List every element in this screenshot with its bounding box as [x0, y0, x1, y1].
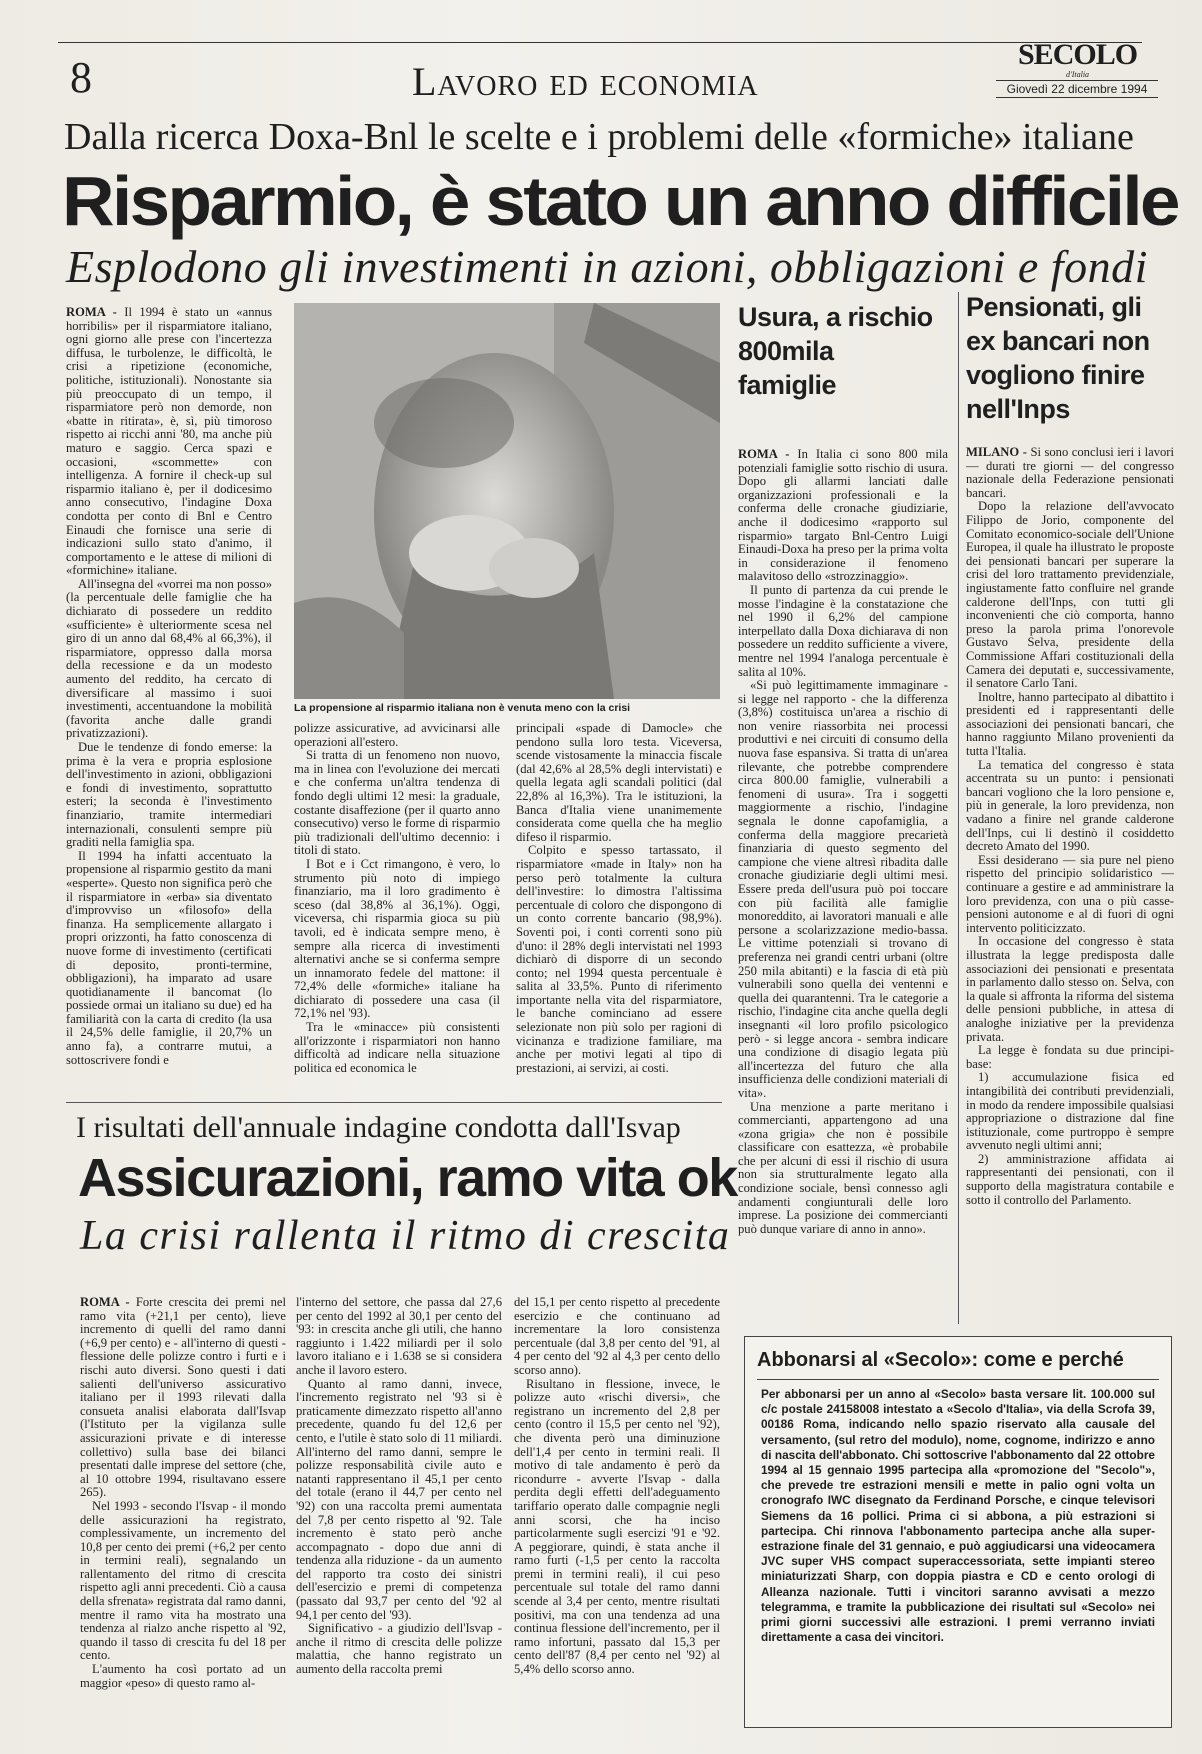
usura-paragraph: Una menzione a parte meritano i commercianti, appartengono ad una «zona grigia» che non è possibile classificare con esattezza, «è probabile che per alcuni di essi il rischio di usura non sia strutturalmente legato alla condizione sociale, bensì connesso agli andamenti congiunturali delle loro imprese. La posizione dei commercianti può dunque variare di anno in anno». — [738, 1099, 948, 1236]
lead-paragraph: Il 1994 è stato un «annus horribilis» per il risparmiatore italiano, ogni giorno alle prese con l'incertezza diffusa, le turbolenze, le difficoltà, le crisi a ripetizione (economiche, politiche, istituzionali). Nonostante sia più preoccupato di un tempo, il risparmiatore però non demorde, non «batte in ritirata», è, sì, più timoroso rispetto ai ricchi anni '80, ma anche più maturo e saggio. Cerca spazi e occasioni, «scommette» con intelligenza. A fornire il check-up sul risparmio italiano è, per il dodicesimo anno consecutivo, l'indagine Doxa condotta per conto di Bnl e Centro Einaudi che fornisce una serie di indicazioni sullo stato d'animo, il comportamento e le attese di milioni di «formichine» italiane. — [66, 306, 272, 578]
page-number: 8 — [70, 53, 92, 102]
pensionati-paragraph: La tematica del congresso è stata accentrata su un punto: i pensionati bancari vogliono che la loro pensione e, più in generale, la loro previdenza, non vadano a finire nel grande calderone dell'Inps, cui li destinò il cosiddetto decreto Amato del 1990. — [966, 757, 1174, 854]
lead-headline: Risparmio, è stato un anno difficile — [62, 162, 1178, 240]
isvap-paragraph: Nel 1993 - secondo l'Isvap - il mondo delle assicurazioni ha registrato, complessivamente, un incremento del 10,8 per cento dei premi (+6,2 per cento in termini reali), segnalando un rallentamento del ritmo di crescita rispetto agli anni precedenti. Ciò a causa della sfrenata» registrata dal ramo danni, mentre il ramo vita ha mostrato una tendenza al rialzo anche rispetto al '92, quando il tasso di crescita fu del 18 per cento. — [80, 1498, 286, 1663]
isvap-paragraph: Risultano in flessione, invece, le polizze auto «rischi diversi», che registrano un incremento del 2,8 per cento (contro il 15,5 per cento nel '92), che diventa però una diminuzione dell'1,4 per cento in termini reali. Il motivo di tale andamento è però da ricondurre - avverte l'Isvap - dalla perdita degli effetti dell'adeguamento tariffario operato dalle compagnie negli anni scorsi, che ha inciso particolarmente sugli esercizi '91 e '92. A peggiorare, quindi, è stata anche il ramo furti (-1,5 per cento la raccolta premi in termini reali), il cui peso percentuale sul totale del ramo danni scende al 3,4 per cento, mentre risultati positivi, ma con una tendenza ad una continua flessione dell'incremento, per il ramo infortuni, passato dal 15,3 per cento dell'87 (8,4 per cento nel '92) al 5,4% dello scorso anno. — [514, 1376, 720, 1677]
pensionati-paragraph: 1) accumulazione fisica ed intangibilità dei contributi previdenziali, in modo da rendere impossibile qualsiasi appropriazione o distrazione dal fine istituzionale, come purtroppo è sempre avvenuto negli ultimi anni; — [966, 1070, 1174, 1153]
usura-dateline: ROMA - — [738, 448, 790, 461]
pensionati-paragraph: Dopo la relazione dell'avvocato Filippo de Jorio, componente del Comitato economico-sociale dell'Unione Europea, il quale ha illustrato le proposte dei pensionati bancari per superare la crisi del loro trattamento previdenziale, ingiustamente fatto confluire nel grande calderone dell'Inps, con tutti gli inconvenienti che ciò comporta, hanno preso la parola prima l'onorevole Gustavo Selva, presidente della Commissione Affari costituzionali della Camera dei deputati e, successivamente, il senatore Carlo Tani. — [966, 499, 1174, 691]
usura-column — [738, 448, 948, 1310]
usura-paragraph: Il punto di partenza da cui prende le mosse l'indagine è la constatazione che nel 1990 il 6,2% del campione interpellato dalla Doxa dichiarava di non possedere un reddito sufficiente a vivere, mentre nel 1994 l'analoga percentuale è salita al 10%. — [738, 582, 948, 679]
isvap-paragraph: l'interno del settore, che passa dal 27,6 per cento del 1992 al 30,1 per cento del '93: in crescita anche gli utili, che hanno raggiunto i 1.422 miliardi per il solo lavoro italiano e i 1.638 se si considera anche il lavoro estero. — [296, 1296, 502, 1377]
isvap-kicker: I risultati dell'annuale indagine condotta dall'Isvap — [76, 1111, 681, 1144]
newspaper-logo-sub: d'Italia — [1066, 70, 1090, 79]
usura-paragraph: In Italia ci sono 800 mila potenziali famiglie sotto rischio di usura. Dopo gli allarmi lanciati dalle organizzazioni professionali e la conferma delle cronache giudiziarie, anche il dodicesimo «rapporto sul risparmio» targato Bnl-Centro Luigi Einaudi-Doxa ha preso per la prima volta in considerazione il fenomeno malavitoso dello «strozzinaggio». — [738, 448, 948, 584]
isvap-paragraph: del 15,1 per cento rispetto al precedente esercizio e che continuano ad incrementare la loro consistenza percentuale (dal 3,8 per cento del '91, al 4 per cento del '92 al 4,3 per cento dello scorso anno). — [514, 1296, 720, 1377]
portrait-photo-icon — [294, 303, 720, 699]
subscription-rule — [757, 1379, 1159, 1380]
pensionati-column — [966, 446, 1174, 1326]
isvap-dateline: ROMA - — [80, 1296, 130, 1309]
isvap-subhead: La crisi rallenta il ritmo di crescita — [80, 1213, 731, 1259]
pensionati-paragraph: 2) amministrazione affidata ai rappresentanti dei pensionati, con il supporto della magistratura contabile e sotto il controllo del Parlamento. — [966, 1151, 1174, 1207]
pensionati-headline: Pensionati, gli ex bancari non vogliono finire nell'Inps — [966, 292, 1150, 424]
pensionati-dateline: MILANO - — [966, 446, 1027, 459]
isvap-paragraph: Significativo - a giudizio dell'Isvap - anche il ritmo di crescita delle polizze malattia, che hanno registrato un aumento della raccolta premi — [296, 1621, 502, 1677]
isvap-paragraph: Forte crescita dei premi nel ramo vita (+21,1 per cento), lieve incremento di quelli del ramo danni (+6,9 per cento) e - all'interno di questi - flessione delle polizze contro i furti e i rischi auto diversi. Sono questi i dati salienti dell'universo assicurativo italiano per il 1993 rilevati dalla consueta analisi elaborata dall'Isvap (l'Istituto per la vigilanza sulle assicurazioni private e di interesse collettivo) sulla base dei bilanci presentati dalle imprese del settore (che, al 10 ottobre 1994, risultavano essere 265). — [80, 1296, 286, 1500]
pensionati-paragraph: Essi desiderano — sia pure nel pieno rispetto del principio solidaristico — continuare a gestire e ad amministrare la loro previdenza, con una o più casse-pensioni autonome e al di fuori di ogni intervento politicizzato. — [966, 852, 1174, 935]
lead-paragraph: Tra le «minacce» più consistenti all'orizzonte i risparmiatori non hanno difficoltà ad indicare nella situazione politica ed economica le — [294, 1020, 500, 1075]
column-divider — [958, 292, 959, 1324]
pensionati-paragraph: Si sono conclusi ieri i lavori — durati tre giorni — del congresso nazionale della Federazione pensionati bancari. — [966, 446, 1174, 500]
lead-paragraph: Si tratta di un fenomeno non nuovo, ma in linea con l'evoluzione dei mercati e che conferma un'altra tendenza di fondo degli ultimi 12 mesi: la graduale, costante disaffezione (per il quarto anno consecutivo) verso le forme di risparmio più tradizionali dell'ultimo decennio: i titoli di stato. — [294, 748, 500, 858]
lead-paragraph: Due le tendenze di fondo emerse: la prima è la vera e propria esplosione dell'investimento in azioni, obbligazioni e fondi di investimento, soprattutto esteri; la seconda è l'investimento finanziario, tramite intermediari internazionali, consulenti sempre più graditi nella famiglia spa. — [66, 740, 272, 850]
lead-subhead: Esplodono gli investimenti in azioni, obbligazioni e fondi — [66, 241, 1148, 292]
newspaper-logo: SECOLO — [1018, 38, 1138, 71]
section-divider — [66, 1102, 722, 1103]
lead-column-1 — [66, 306, 272, 1076]
lead-column-2 — [294, 722, 500, 1112]
isvap-column-2 — [296, 1296, 502, 1744]
lead-paragraph: polizze assicurative, ad avvicinarsi alle operazioni all'estero. — [294, 722, 500, 749]
lead-paragraph: All'insegna del «vorrei ma non posso» (la percentuale delle famiglie che ha dichiarato di possedere un reddito «sufficiente» è ulteriormente scesa nel giro di un anno dal 68,4% al 66,3%), il risparmiatore, oppresso dalla morsa della recessione e da un modesto aumento del reddito, ha cercato di diversificare al massimo i suoi investimenti, accentuandone la mobilità (favorita anche dalle grandi privatizzazioni). — [66, 576, 272, 741]
isvap-column-1 — [80, 1296, 286, 1744]
issue-date: Giovedì 22 dicembre 1994 — [996, 80, 1158, 98]
lead-dateline: ROMA - — [66, 306, 117, 319]
lead-paragraph: principali «spade di Damocle» che pendono sulla loro testa. Viceversa, scende vistosamente la minaccia fiscale (dal 42,6% al 28,5% degli intervistati) e quella legata agli scandali politici (dal 22,8% al 16,3%). Tra le istituzioni, la Banca d'Italia viene unanimemente considerata come quella che ha meglio difeso il risparmio. — [516, 722, 722, 844]
pensionati-paragraph: La legge è fondata su due principi-base: — [966, 1043, 1174, 1071]
isvap-paragraph: L'aumento ha così portato ad un maggior «peso» di questo ramo al- — [80, 1662, 286, 1690]
lead-column-3 — [516, 722, 722, 1112]
lead-paragraph: I Bot e i Cct rimangono, è vero, lo strumento più noto di impiego finanziario, ma il loro gradimento è sceso (dal 38,8% al 36,1%). Oggi, viceversa, chi risparmia gioca su più tavoli, ed è indicata sempre meno, è sempre alla ricerca di investimenti alternativi anche se si conferma sempre un innamorato fedele del mattone: il 72,4% delle «formiche» italiane ha dichiarato di possedere una casa (il 72,1% nel '93). — [294, 856, 500, 1021]
usura-headline: Usura, a rischio 800mila famiglie — [738, 302, 933, 400]
article-photo — [294, 303, 720, 699]
isvap-column-3 — [514, 1296, 720, 1744]
lead-paragraph: Colpito e spesso tartassato, il risparmiatore «made in Italy» non ha perso però totalmente la cultura dell'investire: lo dimostra l'altissima percentuale di coloro che dispongono di un conto corrente bancario (98,9%). Soventi poi, i conti correnti sono più d'uno: il 28% degli intervistati nel 1993 dichiarò di disporre di un secondo conto; nel 1994 questa percentuale è salita al 33,5%. Punto di riferimento importante nella vita del risparmiatore, le banche cominciano ad essere selezionate non più solo per ragioni di vicinanza e tradizione familiare, ma anche per motivi legati al tipo di prestazioni, ai servizi, ai costi. — [516, 843, 722, 1075]
usura-paragraph: «Si può legittimamente immaginare - si legge nel rapporto - che la differenza (3,8%) costituisca un'area a rischio di non venire riassorbita nei processi produttivi e nei circuiti di consumo della nuova fase espansiva. Si tratta di un'area rilevante, che potrebbe comprendere circa 800.00 famiglie, vulnerabili a fenomeni di usura». Tra i soggetti maggiormente a rischio, l'indagine segnala le donne capofamiglia, a conferma della maggiore precarietà finanziaria di questo segmento del campione che viene altresì ribadita dalle cronache giudiziarie degli ultimi mesi. Essere preda dell'usura può poi toccare con più facilità alle famiglie monoreddito, ai lavoratori manuali e alle persone a scolarizzazione medio-bassa. Le vittime potenziali si trovano di preferenza nei grandi centri urbani (oltre 250 mila abitanti) e la fascia di età più vulnerabili sono quella dei ventenni e quella dei quarantenni. Tra le categorie a rischio, l'indagine cita anche quella degli insegnanti «il loro profilo psicologico però - si legge ancora - sembra indicare una condizione di disagio legata più all'incertezza del futuro che alla insufficienza delle condizioni materiali di vita». — [738, 678, 948, 1100]
subscription-body: Per abbonarsi per un anno al «Secolo» basta versare lit. 100.000 sul c/c postale 24158008 intestato a «Secolo d'Italia», via della Scrofa 39, 00186 Roma, indicando nello spazio riservato alla causale del versamento, (sul retro del modulo), nome, cognome, indirizzo e anno di nascita dell'abbonato. Chi sottoscrive l'abbonamento dal 22 ottobre 1994 al 15 gennaio 1995 partecipa alla «promozione del "Secolo"», che prevede tre estrazioni mensili e mette in palio ogni volta un cronografo IWC disegnato da Ferdinand Porsche, e cinque televisori Siemens da 16 pollici. Prima ci si abbona, a più estrazioni si partecipa. Chi rinnova l'abbonamento partecipa anche alla super-estrazione finale del 31 gennaio, e può aggiudicarsi una videocamera JVC super VHS compact superaccessoriata, sette impianti stereo miniaturizzati Sharp, con doppia piastra e CD e cento orologi di Alleanza nazionale. Tutti i vincitori saranno avvisati a mezzo telegramma, e tramite la pubblicazione dei risultati sul «Secolo» nei primi giorni successivi alle estrazioni. I premi verranno inviati direttamente a casa dei vincitori. — [761, 1387, 1155, 1645]
pensionati-paragraph: In occasione del congresso è stata illustrata la legge predisposta dalle associazioni dei pensionati e presentata in parlamento dallo stesso on. Selva, con la quale si affronta la riforma del sistema delle pensioni pubbliche, in attesa di analoghe iniziative per la previdenza privata. — [966, 934, 1174, 1044]
lead-paragraph: Il 1994 ha infatti accentuato la propensione al risparmio gestito da mani «esperte». Questo non significa però che il risparmiatore in «erba» sia diventato d'improvviso un «filosofo» della finanza. Ha semplicemente allargato i propri orizzonti, ha fatto conoscenza di nuove forme di investimento (certificati di deposito, pronti-termine, obbligazioni), ha imparato ad usare quotidianamente il bancomat (lo possiede ormai un italiano su due) ed ha familiarità con la carta di credito (la usa il 24,5% delle famiglie, il 20,7% un anno fa), a contrarre mutui, a sottoscrivere fondi e — [66, 848, 272, 1067]
lead-kicker: Dalla ricerca Doxa-Bnl le scelte e i problemi delle «formiche» italiane — [64, 116, 1134, 158]
isvap-paragraph: Quanto al ramo danni, invece, l'incremento registrato nel '93 si è praticamente dimezzato rispetto all'anno precedente, quando fu del 12,6 per cento, e l'utile è stato solo di 11 miliardi. All'interno del ramo danni, sempre le polizze responsabilità civile auto e natanti rappresentano il 45,1 per cento del totale (erano il 44,7 per cento nel '92) con una raccolta premi aumentata del 7,8 per cento rispetto al '92. Tale incremento è stato però anche accompagnato - dopo due anni di tendenza alla riduzione - da un aumento del rapporto tra costo dei sinistri dell'esercizio e premi di competenza (passato dal 93,7 per cento del '92 al 94,1 per cento del '93). — [296, 1376, 502, 1622]
subscription-title: Abbonarsi al «Secolo»: come e perché — [757, 1349, 1124, 1371]
isvap-headline: Assicurazioni, ramo vita ok — [78, 1148, 737, 1208]
top-rule — [58, 42, 1142, 43]
photo-caption: La propensione al risparmio italiana non è venuta meno con la crisi — [294, 702, 631, 714]
pensionati-paragraph: Inoltre, hanno partecipato al dibattito i presidenti ed i rappresentanti delle associazioni dei pensionati bancari, che hanno raggiunto Milano provenienti da tutta l'Italia. — [966, 689, 1174, 759]
section-title: Lavoro ed economia — [412, 59, 759, 104]
subscription-box — [744, 1336, 1172, 1728]
